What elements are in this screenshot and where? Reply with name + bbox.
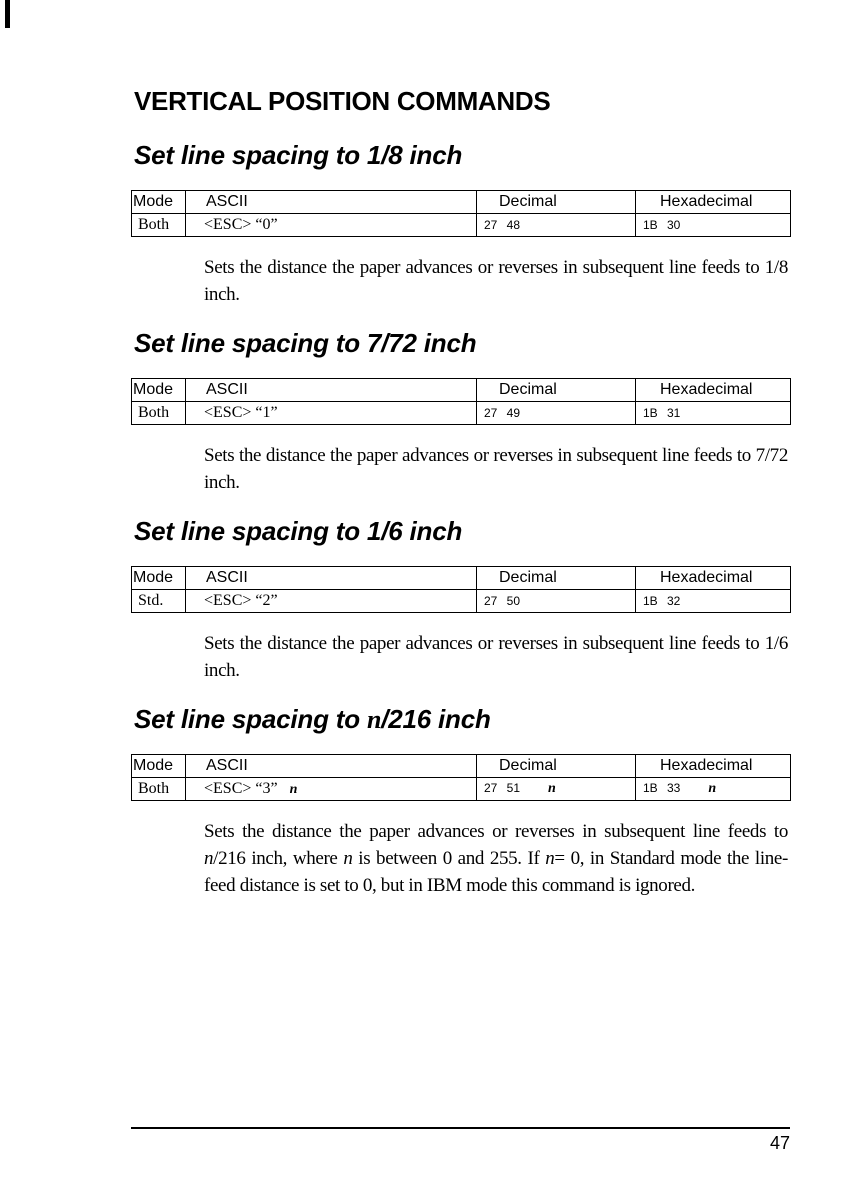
mode-header: Mode [132, 379, 186, 402]
table-row [132, 402, 791, 425]
title-variable: n [366, 705, 382, 734]
section-description: Sets the distance the paper advances or reverses in subsequent line feeds to 1/8 inch. [204, 257, 788, 305]
section-description: Sets the distance the paper advances or reverses in subsequent line feeds to 1/6 inch. [204, 633, 788, 681]
mode-cell: Std. [132, 590, 186, 613]
ascii-cell [186, 778, 477, 801]
hexadecimal-header: Hexadecimal [636, 191, 791, 214]
margin-mark [5, 0, 10, 28]
table-header-row [132, 755, 791, 778]
decimal-variable: n [548, 781, 556, 796]
table-header-row [132, 379, 791, 402]
desc-text: Sets the distance the paper advances or reverses in subsequent line feeds to [204, 821, 788, 842]
mode-header: Mode [132, 755, 186, 778]
table-header-row [132, 191, 791, 214]
mode-header: Mode [132, 567, 186, 590]
mode-cell: Both [132, 402, 186, 425]
title-text: Set line spacing to [134, 704, 367, 734]
hexadecimal-header: Hexadecimal [636, 567, 791, 590]
section-title: Set line spacing to 1/6 inch [134, 516, 463, 546]
hexadecimal-header: Hexadecimal [636, 379, 791, 402]
desc-text: is between 0 and 255. If [352, 848, 546, 869]
ascii-header: ASCII [186, 191, 477, 214]
table-row [132, 590, 791, 613]
ascii-cell: <ESC> “0” [186, 214, 477, 237]
ascii-header: ASCII [186, 379, 477, 402]
mode-cell: Both [132, 778, 186, 801]
section-title: Set line spacing to 7/72 inch [134, 328, 477, 358]
decimal-cell: 27 50 [477, 590, 636, 613]
decimal-header: Decimal [477, 755, 636, 778]
table-row [132, 778, 791, 801]
decimal-code: 27 51 [484, 781, 521, 795]
decimal-header: Decimal [477, 379, 636, 402]
section-title: Set line spacing to 1/8 inch [134, 140, 463, 170]
mode-cell: Both [132, 214, 186, 237]
ascii-code: <ESC> “3” [204, 780, 278, 797]
hexadecimal-header: Hexadecimal [636, 755, 791, 778]
hex-cell: 1B 32 [636, 590, 791, 613]
command-table [131, 190, 791, 237]
desc-text: = 0, in Standard mode the line-feed distance is set to 0, but in IBM mode this command is ignored. [204, 848, 788, 896]
title-text: /216 inch [381, 704, 491, 734]
decimal-header: Decimal [477, 567, 636, 590]
desc-variable: n [545, 848, 555, 869]
section-description: Sets the distance the paper advances or reverses in subsequent line feeds to 7/72 inch. [204, 445, 788, 493]
command-table [131, 378, 791, 425]
decimal-cell [477, 778, 636, 801]
ascii-header: ASCII [186, 755, 477, 778]
command-table [131, 566, 791, 613]
ascii-header: ASCII [186, 567, 477, 590]
hex-cell: 1B 31 [636, 402, 791, 425]
decimal-cell: 27 48 [477, 214, 636, 237]
ascii-cell: <ESC> “2” [186, 590, 477, 613]
ascii-cell: <ESC> “1” [186, 402, 477, 425]
mode-header: Mode [132, 191, 186, 214]
desc-variable: n [343, 848, 353, 869]
hex-code: 1B 33 [643, 781, 681, 795]
table-row [132, 214, 791, 237]
decimal-header: Decimal [477, 191, 636, 214]
section-title [134, 704, 491, 735]
page-title: VERTICAL POSITION COMMANDS [134, 86, 551, 116]
hex-cell [636, 778, 791, 801]
table-header-row [132, 567, 791, 590]
section-description [204, 818, 788, 899]
page-number: 47 [769, 1133, 790, 1153]
footer-rule [131, 1127, 790, 1129]
decimal-cell: 27 49 [477, 402, 636, 425]
ascii-variable: n [289, 782, 298, 797]
hex-cell: 1B 30 [636, 214, 791, 237]
desc-text: /216 inch, where [213, 848, 344, 869]
desc-variable: n [204, 848, 214, 869]
command-table [131, 754, 791, 801]
hex-variable: n [708, 781, 717, 796]
